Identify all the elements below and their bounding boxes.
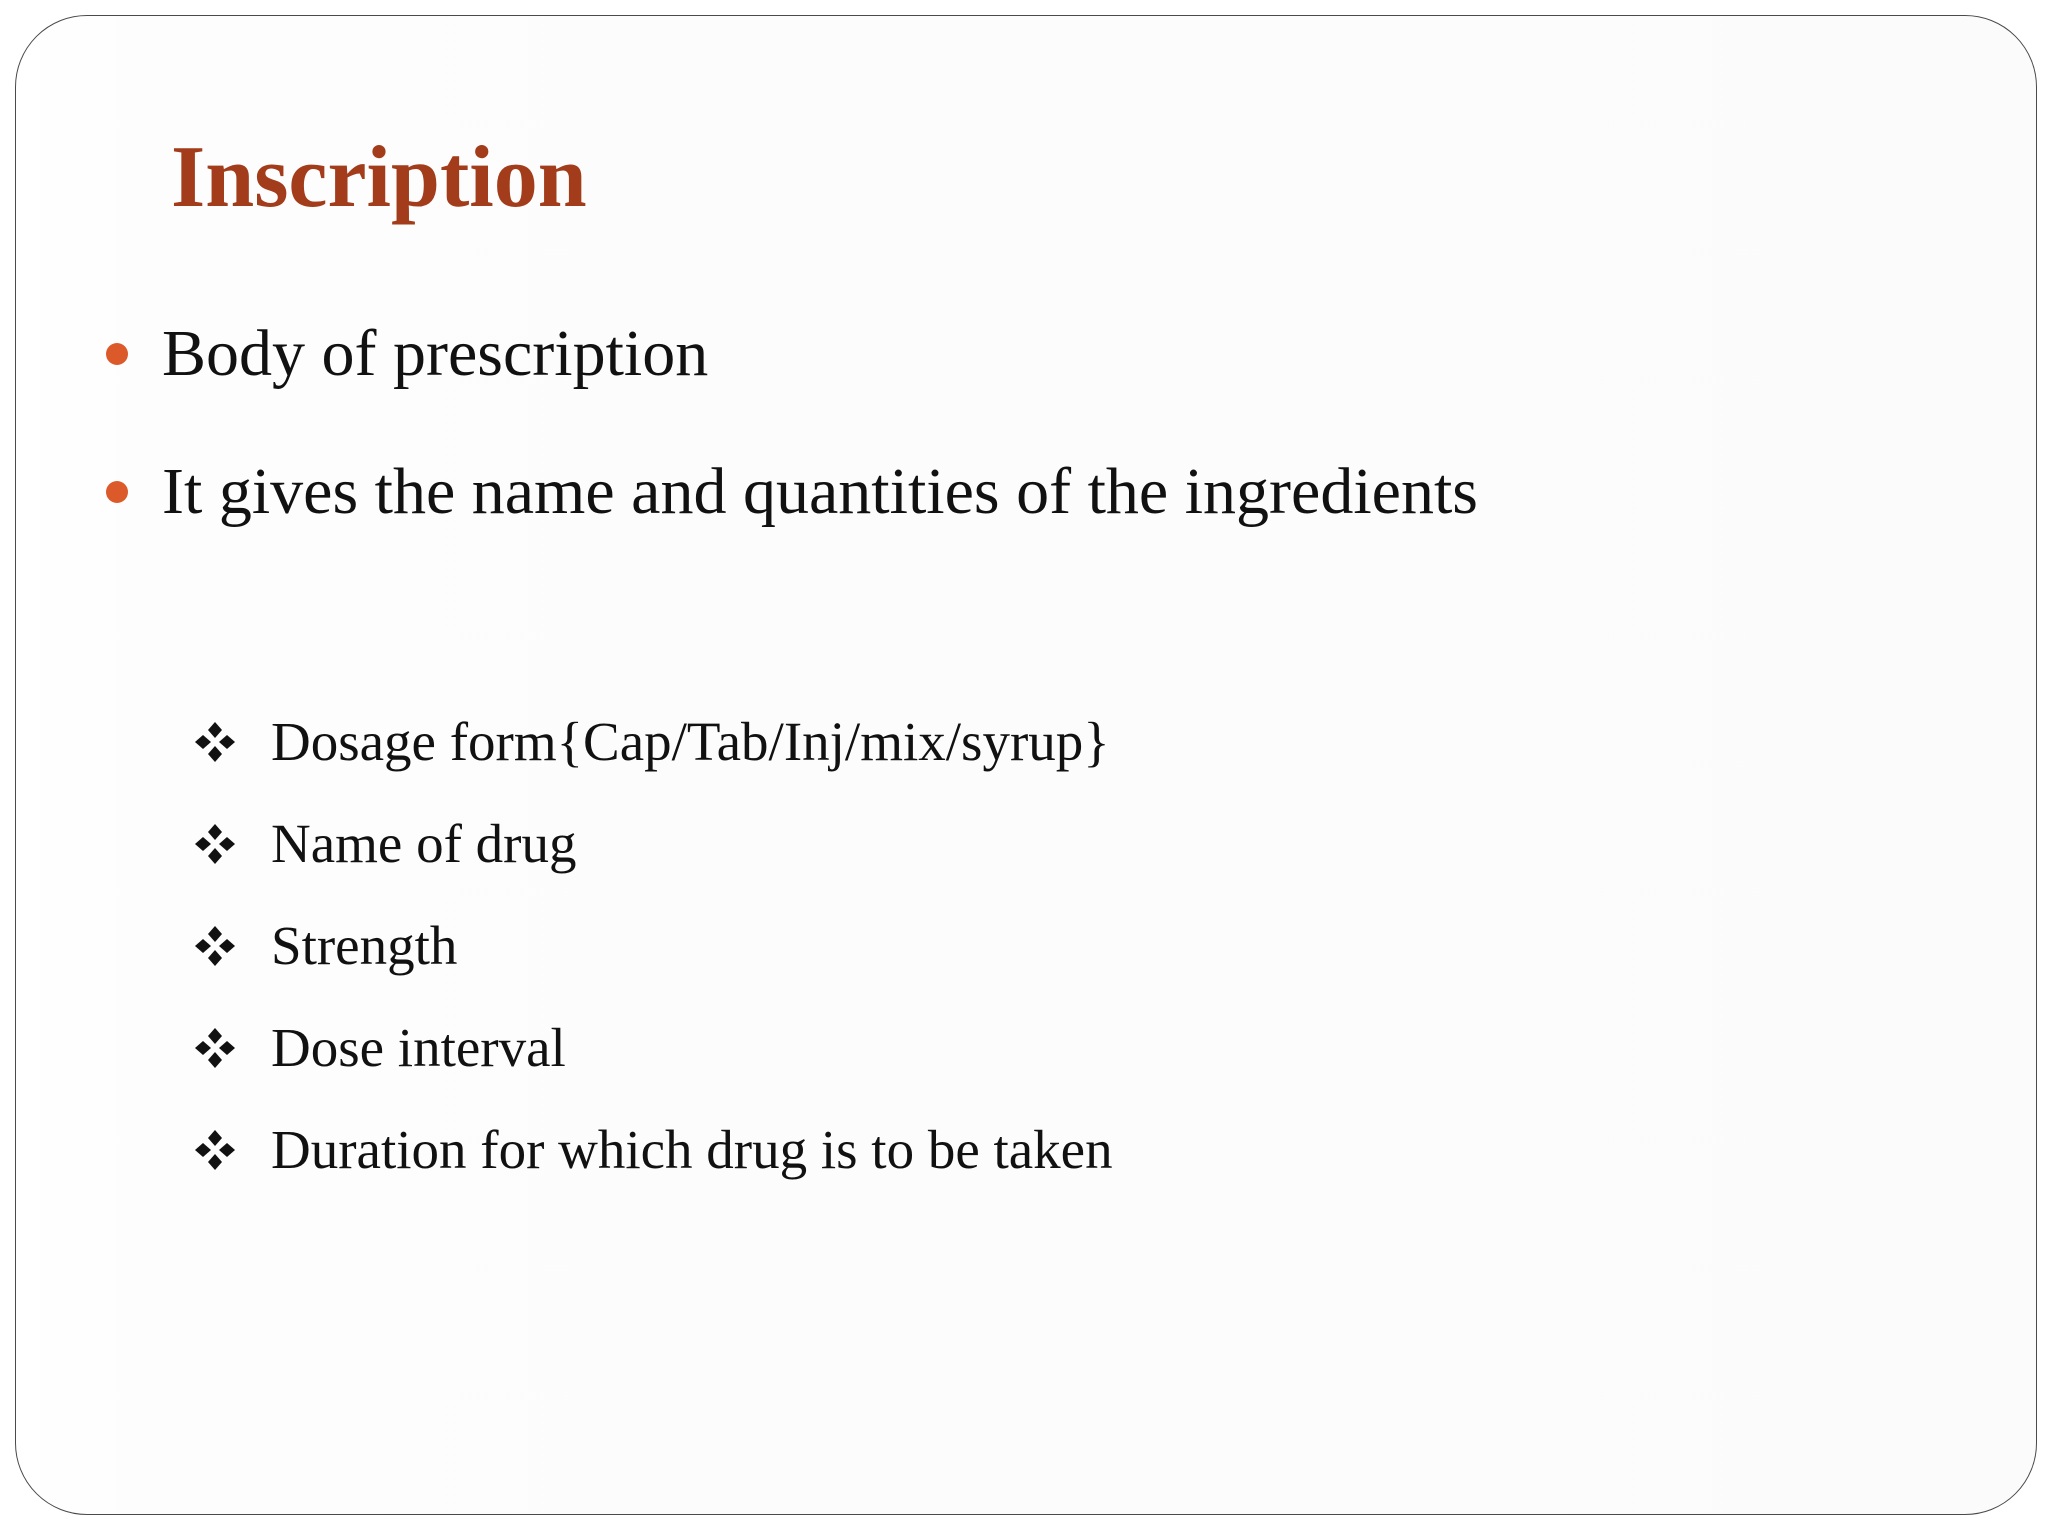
bullet-text: Body of prescription — [162, 317, 709, 390]
sub-item-text: Strength — [271, 915, 458, 976]
four-diamond-icon — [191, 1024, 239, 1072]
sub-item-text: Duration for which drug is to be taken — [271, 1119, 1113, 1180]
sub-list-item — [191, 1017, 566, 1078]
sub-list-item — [191, 813, 577, 874]
bullet-item — [106, 455, 1478, 528]
bullet-text: It gives the name and quantities of the ingredients — [162, 455, 1478, 528]
four-diamond-icon — [191, 922, 239, 970]
four-diamond-icon — [191, 1126, 239, 1174]
four-diamond-icon — [191, 820, 239, 868]
sub-item-text: Dosage form{Cap/Tab/Inj/mix/syrup} — [271, 711, 1110, 772]
sub-item-text: Name of drug — [271, 813, 577, 874]
slide-frame — [15, 15, 2037, 1515]
bullet-item — [106, 317, 709, 390]
sub-item-text: Dose interval — [271, 1017, 566, 1078]
bullet-dot-icon — [106, 343, 128, 365]
sub-list-item — [191, 711, 1110, 772]
bullet-dot-icon — [106, 481, 128, 503]
slide-title: Inscription — [171, 129, 587, 226]
sub-list-item — [191, 915, 458, 976]
sub-list-item — [191, 1119, 1113, 1180]
four-diamond-icon — [191, 718, 239, 766]
